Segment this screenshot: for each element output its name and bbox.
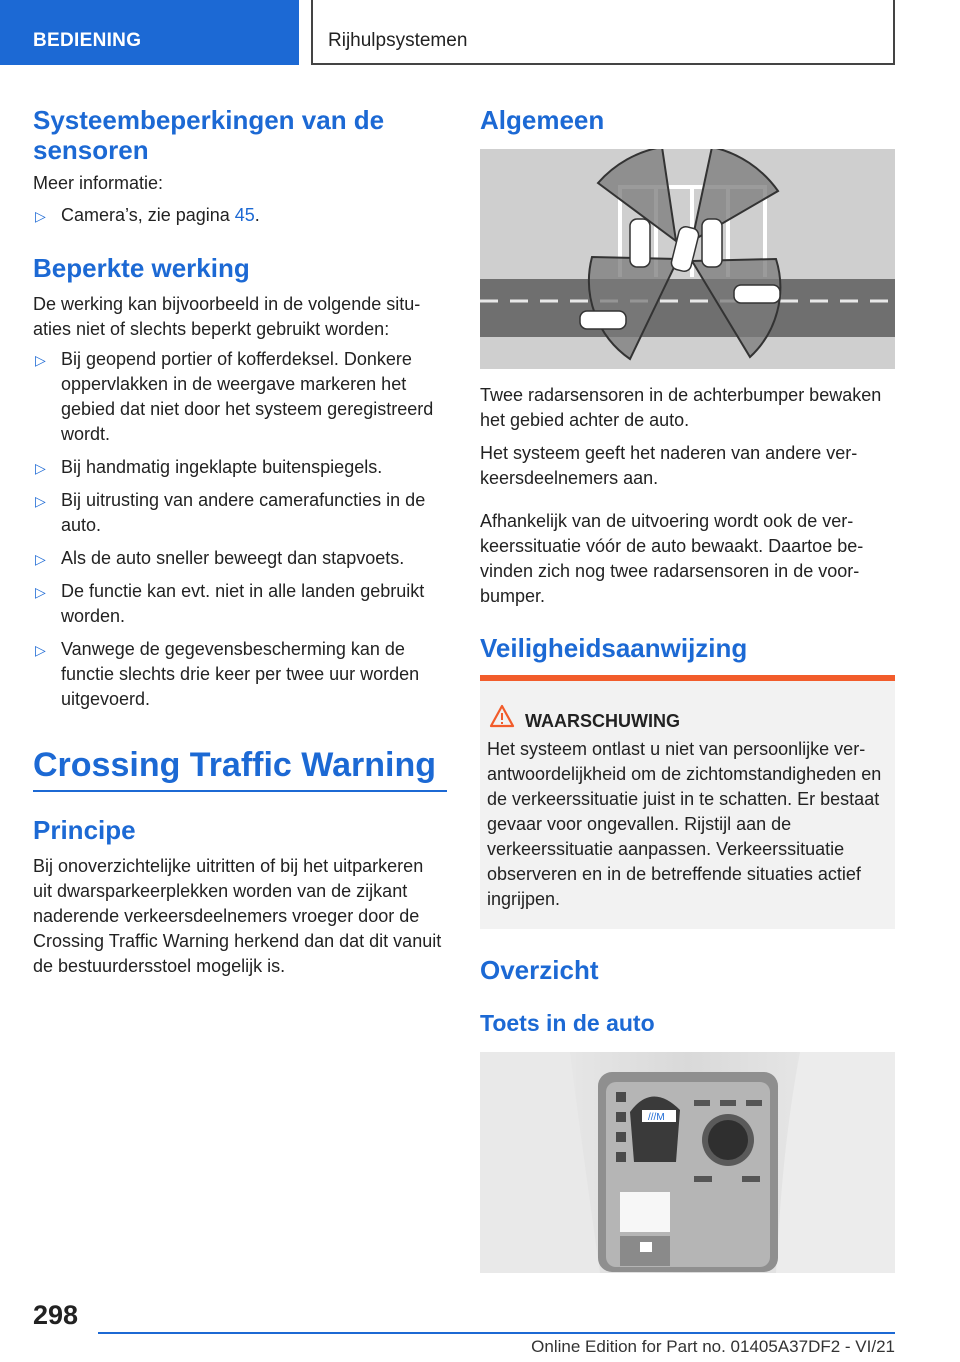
svg-text:///M: ///M	[648, 1112, 665, 1123]
edition-info: Online Edition for Part no. 01405A37DF2 - VI/21	[531, 1337, 895, 1356]
list-item-text: Bij handmatig ingeklapte buitenspiegels.	[61, 457, 383, 477]
list-item-text: Bij uitrusting van andere camerafuncties in de auto.	[61, 490, 426, 535]
page-number: 298	[33, 1300, 79, 1330]
list-item	[33, 637, 447, 712]
page-link-45[interactable]: 45	[234, 205, 255, 225]
radar-diagram-svg	[480, 149, 895, 369]
list-item	[33, 488, 447, 546]
triangle-bullet-icon: ▷	[35, 460, 46, 476]
list-item-text: De functie kan evt. niet in alle landen gebruikt worden.	[61, 581, 425, 626]
list-item	[33, 203, 447, 228]
principle-text: Bij onoverzichtelijke uitritten of bij het uitparkeren uit dwarsparkeerplekken worden van de zijkant naderende verkeersdeelnemers vroeger door de Crossing Traffic Warning herkend dan dat dit vanuit de bestuurdersstoel mogelijk is.	[33, 856, 442, 976]
chapter-label: BEDIENING	[33, 30, 142, 51]
limited-list	[33, 347, 447, 712]
chapter-tab[interactable]	[0, 0, 299, 65]
triangle-bullet-icon: ▷	[35, 551, 46, 567]
general-paragraph-3: Afhankelijk van de uitvoering wordt ook de verkeerssituatie vóór de auto bewaakt. Daartoe bevinden zich nog twee radarsensoren in de voorbumper.	[480, 511, 864, 606]
triangle-bullet-icon: ▷	[35, 642, 46, 658]
list-item-text: Vanwege de gegevensbescherming kan de functie slechts drie keer per twee uur worden uitgevoerd.	[61, 639, 420, 709]
list-item-text: Als de auto sneller beweegt dan stapvoets.	[61, 548, 405, 568]
limits-list	[33, 203, 447, 228]
center-console-photo	[480, 1052, 895, 1273]
limits-item-end: .	[254, 205, 260, 225]
warning-title: WAARSCHUWING	[525, 711, 680, 731]
limited-intro: De werking kan bijvoorbeeld in de volgende situaties niet of slechts beperkt gebruikt worden:	[33, 294, 421, 339]
general-paragraph-2: Het systeem geeft het naderen van andere verkeersdeelnemers aan.	[480, 443, 858, 488]
list-item	[33, 579, 447, 637]
list-item	[33, 546, 447, 579]
heading-general: Algemeen	[480, 105, 605, 135]
list-item	[33, 455, 447, 488]
triangle-bullet-icon: ▷	[35, 208, 46, 224]
triangle-bullet-icon: ▷	[35, 493, 46, 509]
list-item	[33, 347, 447, 455]
heading-system-limits: Systeembeperkingen van de sensoren	[33, 105, 385, 165]
heading-limited-function: Beperkte werking	[33, 253, 250, 283]
footer-rule	[98, 1332, 895, 1334]
warning-text: Het systeem ontlast u niet van persoonlijke verantwoordelijkheid om de zichtomstandigheden en de verkeerssituatie juist in te schatten. Er bestaat gevaar voor ongevallen. Rijstijl aan de verkeerssituatie aanpassen. Verkeerssituatie observeren en in de betreffende situaties actief ingrijpen.	[487, 739, 882, 909]
triangle-bullet-icon: ▷	[35, 352, 46, 368]
general-paragraph-1: Twee radarsensoren in de achterbumper bewaken het gebied achter de auto.	[480, 385, 882, 430]
subheading-button-in-car: Toets in de auto	[480, 1010, 655, 1036]
console-svg	[480, 1052, 895, 1273]
radar-coverage-illustration	[480, 149, 895, 369]
heading-overview: Overzicht	[480, 955, 599, 985]
warning-triangle-icon	[489, 703, 515, 729]
section-label: Rijhulpsystemen	[328, 30, 468, 51]
heading-principle: Principe	[33, 815, 136, 845]
section-header	[311, 0, 895, 65]
chapter-rule	[33, 790, 447, 792]
limits-item-text: Camera’s, zie pagina	[61, 205, 235, 225]
limits-intro: Meer informatie:	[33, 173, 164, 193]
warning-box	[480, 675, 895, 929]
list-item-text: Bij geopend portier of kofferdeksel. Donkere oppervlakken in de weergave markeren het gebied dat niet door het systeem geregistreerd wordt.	[61, 349, 434, 444]
triangle-bullet-icon: ▷	[35, 584, 46, 600]
heading-safety: Veiligheidsaanwijzing	[480, 633, 748, 663]
chapter-title-ctw: Crossing Traffic Warning	[33, 746, 437, 784]
